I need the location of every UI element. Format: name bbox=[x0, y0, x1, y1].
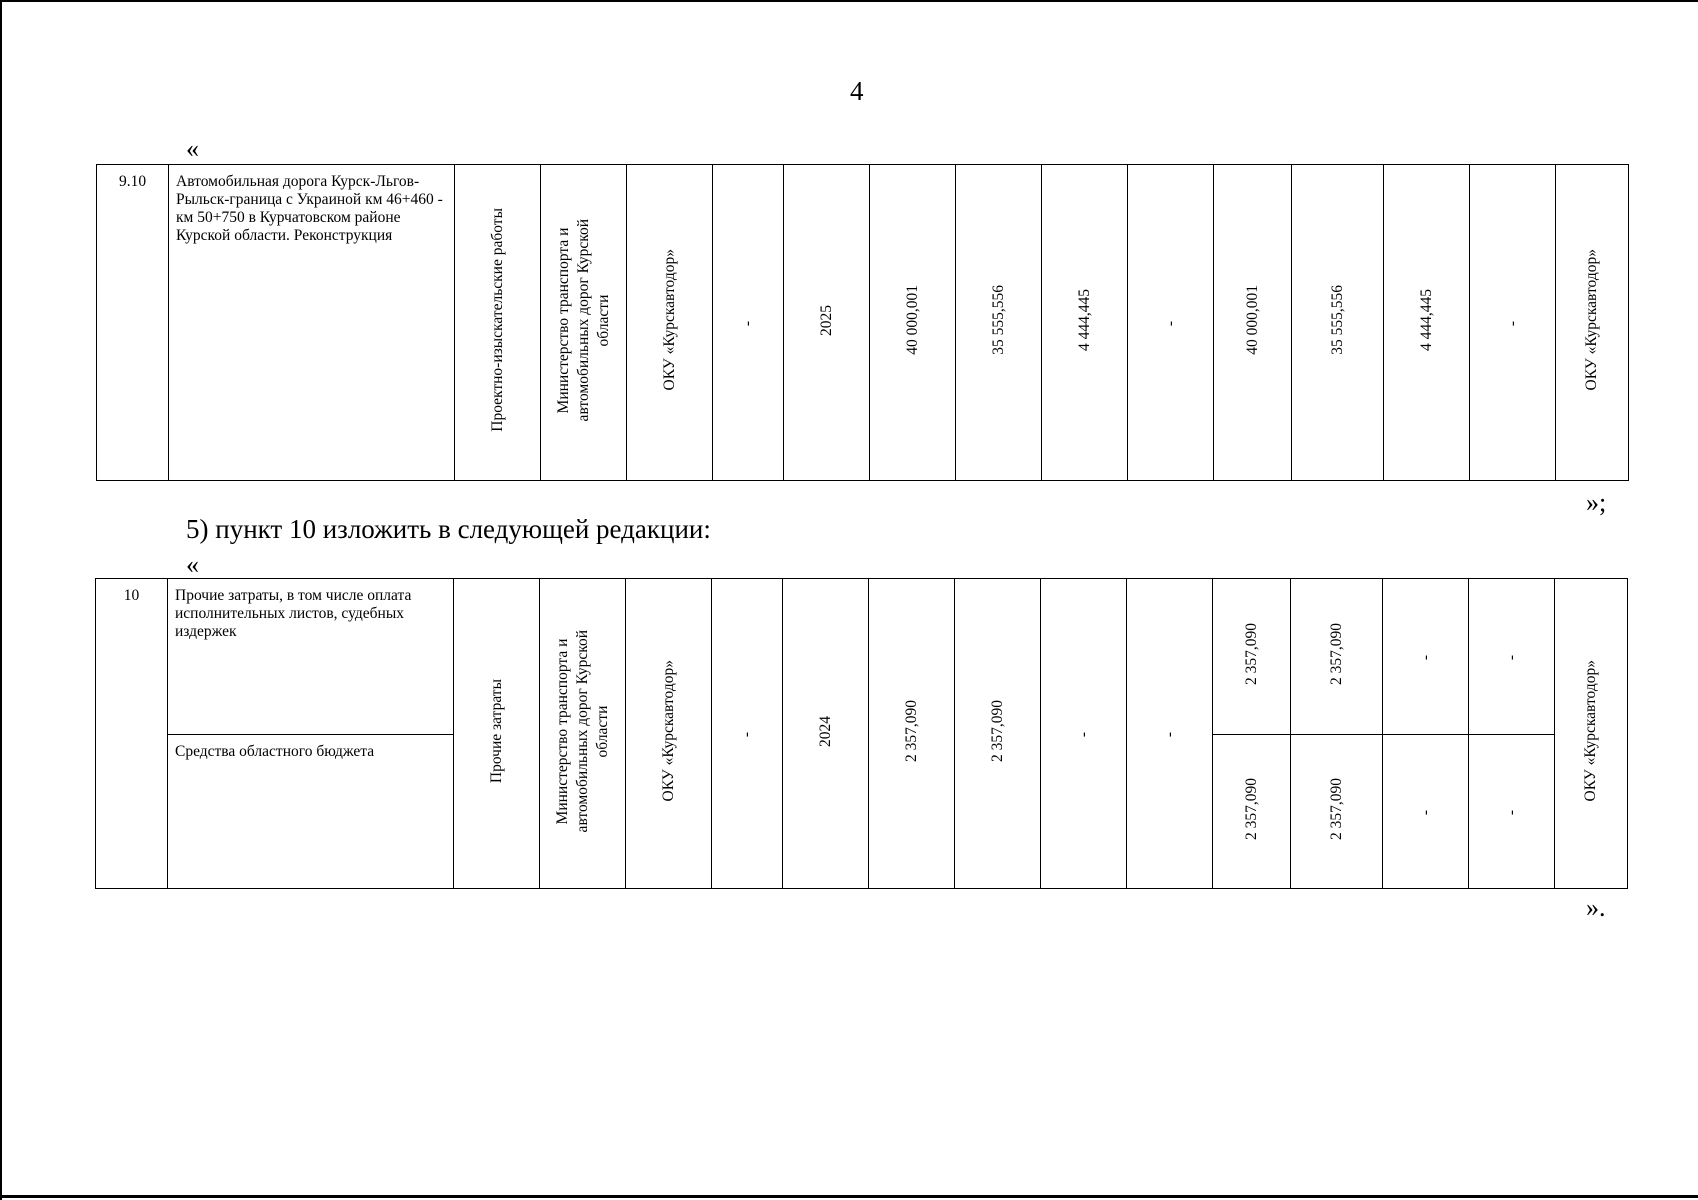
cell-13: 4 444,445 bbox=[1384, 165, 1470, 481]
cell-14: - bbox=[1470, 165, 1556, 481]
cell-12: 2 357,090 bbox=[1291, 735, 1383, 889]
open-quote-2: « bbox=[186, 550, 199, 579]
cell-15: ОКУ «Курскавтодор» bbox=[1555, 579, 1628, 889]
cell-14: - bbox=[1469, 735, 1555, 889]
ministry-cell bbox=[540, 579, 626, 889]
customer-cell bbox=[627, 165, 713, 481]
cell-7: 2 357,090 bbox=[869, 579, 955, 889]
cell-9: - bbox=[1041, 579, 1127, 889]
page-frame-left bbox=[0, 0, 2, 1200]
page-number: 4 bbox=[850, 76, 864, 106]
close-quote-1: »; bbox=[1586, 488, 1607, 517]
cell-5: - bbox=[712, 579, 783, 889]
table-item-9-10 bbox=[96, 164, 1629, 481]
customer: ОКУ «Курскавтодор» bbox=[659, 660, 677, 802]
year-cell bbox=[783, 579, 869, 889]
funding-source: Средства областного бюджета bbox=[168, 735, 454, 889]
cell-12: 2 357,090 bbox=[1291, 579, 1383, 735]
cell-13: - bbox=[1383, 735, 1469, 889]
year: 2024 bbox=[816, 715, 834, 747]
open-quote-1: « bbox=[186, 134, 199, 163]
section-heading: 5) пункт 10 изложить в следующей редакции: bbox=[186, 514, 711, 544]
cell-13: - bbox=[1383, 579, 1469, 735]
cell-8: 35 555,556 bbox=[956, 165, 1042, 481]
cell-5: - bbox=[713, 165, 784, 481]
cell-10: - bbox=[1128, 165, 1214, 481]
customer-cell bbox=[626, 579, 712, 889]
cell-7: 40 000,001 bbox=[870, 165, 956, 481]
ministry: Министерство транспорта и автомобильных дорог Курской области bbox=[554, 218, 612, 422]
work-type: Проектно-изыскательские работы bbox=[488, 208, 506, 432]
cell-8: 2 357,090 bbox=[955, 579, 1041, 889]
table-row bbox=[96, 579, 1628, 735]
cell-15: ОКУ «Курскавтодор» bbox=[1556, 165, 1629, 481]
row-number: 10 bbox=[96, 579, 168, 889]
object-name: Автомобильная дорога Курск-Льгов-Рыльск-граница с Украиной км 46+460 - км 50+750 в Курчатовском районе Курской области. Реконструкция bbox=[169, 165, 455, 481]
table-item-10 bbox=[95, 578, 1628, 889]
customer: ОКУ «Курскавтодор» bbox=[660, 249, 678, 391]
cell-10: - bbox=[1127, 579, 1213, 889]
cell-12: 35 555,556 bbox=[1292, 165, 1384, 481]
work-type: Прочие затраты bbox=[487, 678, 505, 784]
ministry-cell bbox=[541, 165, 627, 481]
page-frame-top bbox=[0, 0, 1698, 2]
work-type-cell bbox=[455, 165, 541, 481]
ministry: Министерство транспорта и автомобильных дорог Курской области bbox=[553, 629, 611, 833]
year: 2025 bbox=[817, 304, 835, 336]
work-type-cell bbox=[454, 579, 540, 889]
cell-9: 4 444,445 bbox=[1042, 165, 1128, 481]
cell-11: 40 000,001 bbox=[1214, 165, 1292, 481]
cell-11: 2 357,090 bbox=[1213, 579, 1291, 735]
table-row bbox=[97, 165, 1629, 481]
cell-11: 2 357,090 bbox=[1213, 735, 1291, 889]
year-cell bbox=[784, 165, 870, 481]
page-frame-bottom bbox=[0, 1195, 1698, 1198]
object-name: Прочие затраты, в том числе оплата исполнительных листов, судебных издержек bbox=[168, 579, 454, 735]
cell-14: - bbox=[1469, 579, 1555, 735]
close-quote-2: ». bbox=[1586, 893, 1606, 922]
row-number: 9.10 bbox=[97, 165, 169, 481]
